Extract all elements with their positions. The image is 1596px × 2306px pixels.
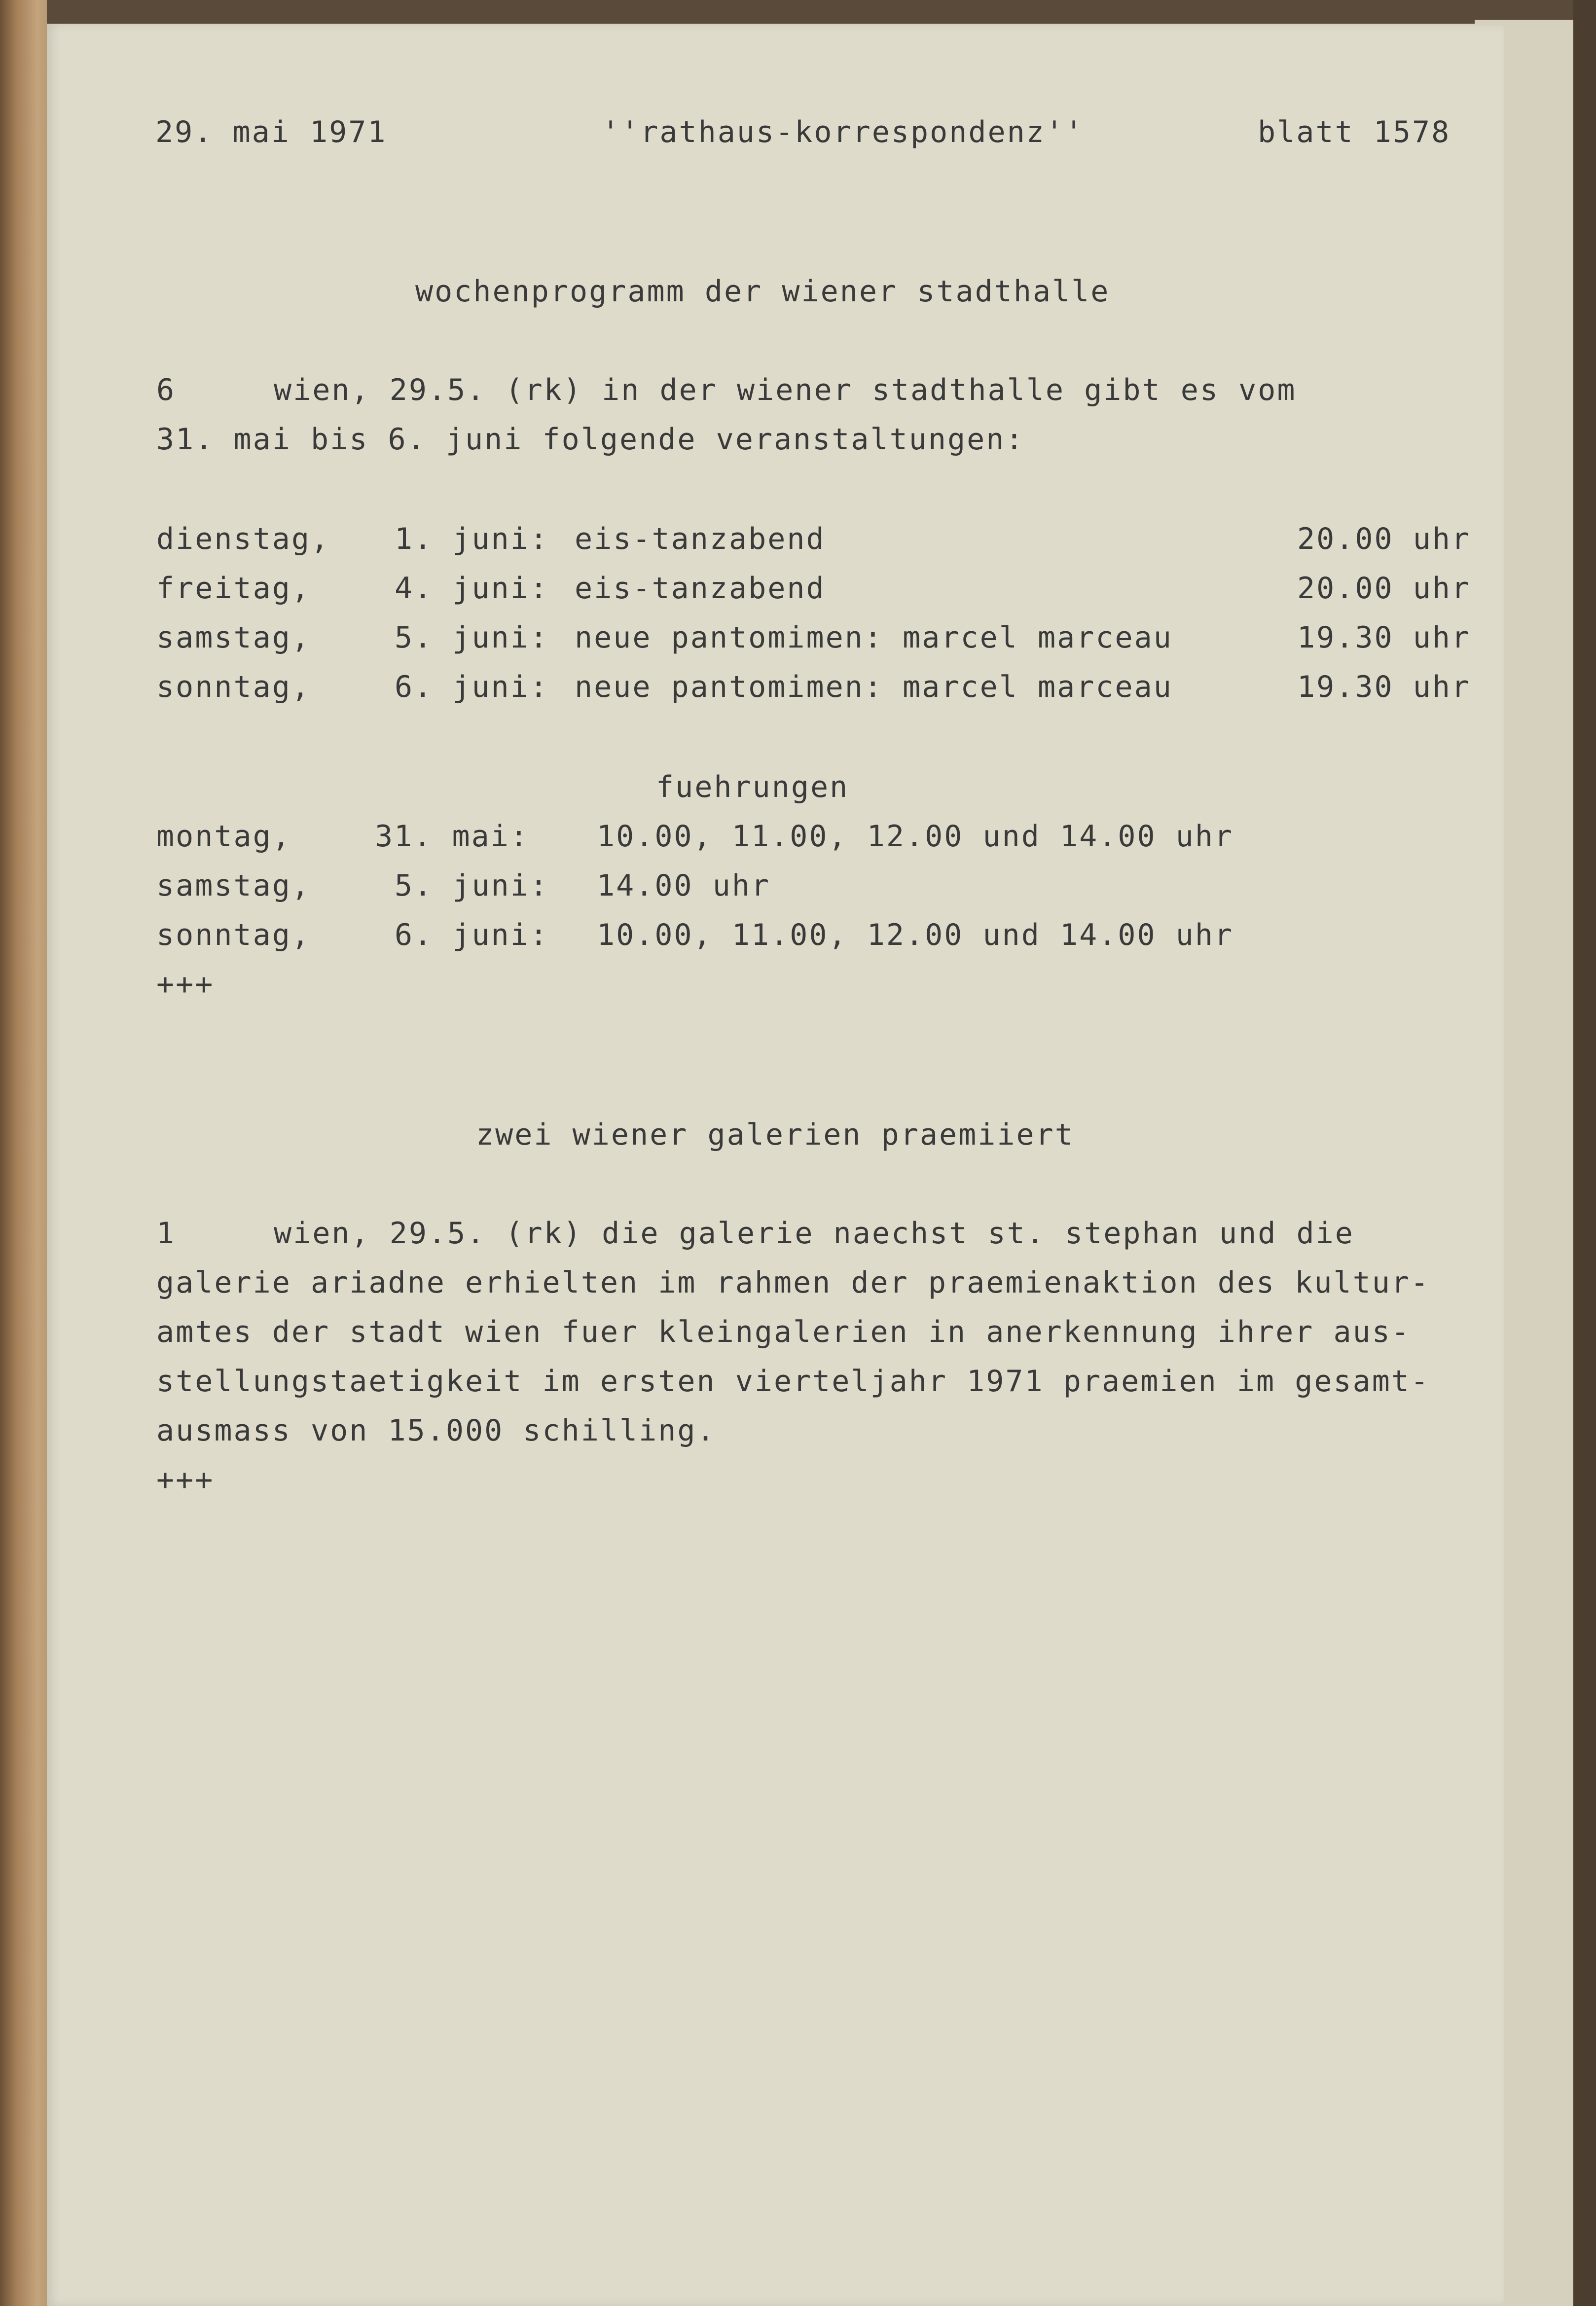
article2-line: amtes der stadt wien fuer kleingalerien in anerkennung ihrer aus-	[156, 1315, 1411, 1349]
tour-day: samstag,	[156, 868, 311, 903]
event-time: 20.00 uhr	[1297, 522, 1471, 556]
event-day: dienstag,	[156, 522, 330, 556]
article1-intro-line2: 31. mai bis 6. juni folgende veranstaltungen:	[156, 422, 1025, 457]
document-page	[47, 24, 1504, 2306]
header-date: 29. mai 1971	[155, 115, 387, 149]
tour-times: 10.00, 11.00, 12.00 und 14.00 uhr	[597, 819, 1234, 854]
tour-date: 6. juni:	[395, 918, 549, 952]
event-date: 4. juni:	[395, 571, 549, 606]
tour-times: 10.00, 11.00, 12.00 und 14.00 uhr	[597, 918, 1234, 952]
tour-times: 14.00 uhr	[597, 868, 771, 903]
article2-line: galerie ariadne erhielten im rahmen der praemienaktion des kultur-	[156, 1265, 1430, 1300]
event-name: neue pantomimen: marcel marceau	[575, 620, 1173, 655]
event-name: eis-tanzabend	[575, 522, 826, 556]
event-date: 1. juni:	[395, 522, 549, 556]
tour-day: sonntag,	[156, 918, 311, 952]
event-date: 6. juni:	[395, 670, 549, 704]
article1-intro-line1: wien, 29.5. (rk) in der wiener stadthalle gibt es vom	[274, 373, 1297, 407]
left-binding-edge	[0, 0, 47, 2306]
tour-day: montag,	[156, 819, 291, 854]
event-time: 19.30 uhr	[1297, 620, 1471, 655]
header-page-number: blatt 1578	[1258, 115, 1451, 149]
tours-heading: fuehrungen	[656, 770, 849, 804]
event-date: 5. juni:	[395, 620, 549, 655]
right-background	[1573, 0, 1596, 2306]
event-name: neue pantomimen: marcel marceau	[575, 670, 1173, 704]
tour-date: 31. mai:	[375, 819, 529, 854]
event-time: 19.30 uhr	[1297, 670, 1471, 704]
article2-line: ausmass von 15.000 schilling.	[156, 1413, 716, 1448]
article2-number: 1	[156, 1216, 176, 1251]
header-publication: ''rathaus-korrespondenz''	[602, 115, 1085, 149]
event-name: eis-tanzabend	[575, 571, 826, 606]
article2-end-mark: +++	[156, 1463, 215, 1497]
article1-title: wochenprogramm der wiener stadthalle	[415, 274, 1110, 309]
tour-date: 5. juni:	[395, 868, 549, 903]
article1-number: 6	[156, 373, 176, 407]
article2-line: stellungstaetigkeit im ersten vierteljahr 1971 praemien im gesamt-	[156, 1364, 1430, 1399]
event-time: 20.00 uhr	[1297, 571, 1471, 606]
event-day: sonntag,	[156, 670, 311, 704]
event-day: freitag,	[156, 571, 311, 606]
article2-title: zwei wiener galerien praemiiert	[476, 1117, 1074, 1152]
article1-end-mark: +++	[156, 967, 215, 1002]
article2-line: wien, 29.5. (rk) die galerie naechst st. stephan und die	[274, 1216, 1354, 1251]
event-day: samstag,	[156, 620, 311, 655]
